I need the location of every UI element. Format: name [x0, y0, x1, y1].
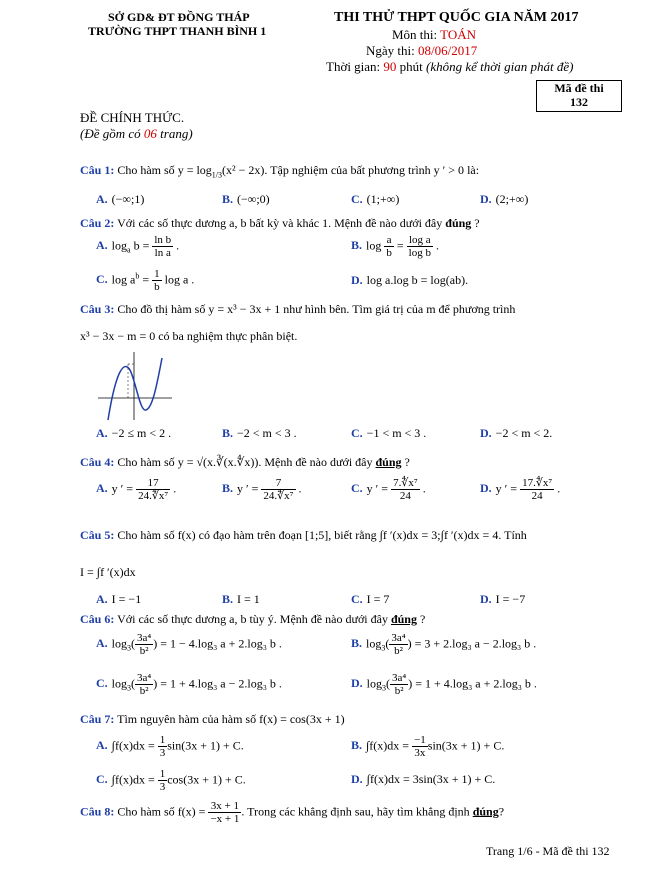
- q5-option-d: D. I = −7: [480, 592, 526, 606]
- page-footer: Trang 1/6 - Mã đề thi 132: [486, 844, 610, 858]
- q6-option-c: C. $\log_3$( $\frac{\text{3a⁴}}{\text{b²}}$ ) = 1 + 4.log₃ a − 2.log₃ b .: [96, 672, 282, 697]
- q3-option-c: C. −1 < m < 3 .: [351, 426, 427, 440]
- q3-option-a: A. −2 ≤ m < 2 .: [96, 426, 172, 440]
- q2-option-a: A. $\log_a b$ = $\frac{\text{ln b}}{\text{ln a}}$ .: [96, 234, 180, 259]
- q2-option-b: B. log $\frac{a}{b}$ = $\frac{\text{log a}}{\text{log b}}$ .: [351, 234, 439, 259]
- q1-option-d: D. (2;+∞): [480, 192, 529, 206]
- pages-note: (Đề gồm có 06 trang): [80, 126, 193, 141]
- q4-option-b: B. y ′ = $\frac{7}{\text{24.∜x⁷}}$ .: [222, 477, 302, 502]
- q3-option-b: B. −2 < m < 3 .: [222, 426, 297, 440]
- subject: TOÁN: [440, 27, 477, 42]
- school-name: TRƯỜNG THPT THANH BÌNH 1: [88, 24, 267, 38]
- curve: [108, 358, 162, 420]
- question-8: Câu 8: Cho hàm số f(x) = $\frac{3x + 1}{-x + 1}$ . Trong các khẳng định sau, hãy tìm khẳng định đúng?: [80, 800, 505, 825]
- q7-option-b: B. ∫f(x)dx = $\frac{-1}{3x}$ sin(3x + 1) + C.: [351, 734, 505, 759]
- time-line: Thời gian: 90 phút (không kể thời gian phát đề): [326, 59, 574, 74]
- exam-date: 08/06/2017: [418, 43, 478, 58]
- q4-option-c: C. y ′ = $\frac{\text{7.∜x⁷}}{24}$ .: [351, 477, 426, 502]
- question-1: Câu 1: Cho hàm số $y = \log_{1/3}(x^2 - 2x)$. Tập nghiệm của bất phương trình y ′ > 0 là:: [80, 163, 480, 180]
- question-2: Câu 2: Với các số thực dương a, b bất kỳ và khác 1. Mệnh đề nào dưới đây đúng ?: [80, 216, 480, 230]
- q1-option-a: A. (−∞;1): [96, 192, 145, 206]
- q7-option-c: C. ∫f(x)dx = $\frac{1}{3}$ cos(3x + 1) + C.: [96, 768, 246, 793]
- q6-option-d: D. $\log_3$( $\frac{\text{3a⁴}}{\text{b²}}$ ) = 1 + 4.log₃ a + 2.log₃ b .: [351, 672, 537, 697]
- q1-formula: $y = \log_{1/3}(x^2 - 2x)$: [177, 163, 265, 180]
- question-5-line2: I = ∫f ′(x)dx: [80, 565, 136, 579]
- q4-option-a: A. y ′ = $\frac{17}{\text{24.∜x⁷}}$ .: [96, 477, 177, 502]
- q7-option-a: A. ∫f(x)dx = $\frac{1}{3}$ sin(3x + 1) + C.: [96, 734, 244, 759]
- exam-title: THI THỬ THPT QUỐC GIA NĂM 2017: [334, 10, 579, 25]
- date-line: Ngày thi: 08/06/2017: [366, 43, 478, 58]
- q3-option-d: D. −2 < m < 2.: [480, 426, 553, 440]
- q5-option-a: A. I = −1: [96, 592, 142, 606]
- q4-option-d: D. y ′ = $\frac{\text{17.∜x⁷}}{24}$ .: [480, 477, 561, 502]
- q6-option-b: B. $\log_3$( $\frac{\text{3a⁴}}{\text{b²}}$ ) = 3 + 2.log₃ a − 2.log₃ b .: [351, 632, 537, 657]
- q5-option-b: B. I = 1: [222, 592, 260, 606]
- exam-code-label: Mã đề thi: [554, 81, 604, 95]
- question-7: Câu 7: Tìm nguyên hàm của hàm số f(x) = cos(3x + 1): [80, 712, 345, 726]
- q7-option-d: D. ∫f(x)dx = 3sin(3x + 1) + C.: [351, 772, 496, 786]
- q6-option-a: A. $\log_3$( $\frac{\text{3a⁴}}{\text{b²}}$ ) = 1 − 4.log₃ a + 2.log₃ b .: [96, 632, 282, 657]
- dept-name: SỞ GD& ĐT ĐỒNG THÁP: [108, 10, 250, 24]
- q5-option-c: C. I = 7: [351, 592, 390, 606]
- q1-option-b: B. (−∞;0): [222, 192, 270, 206]
- question-3-line2: x³ − 3x − m = 0 có ba nghiệm thực phân biệt.: [80, 329, 298, 343]
- exam-code-box: [536, 80, 622, 112]
- cubic-graph: [96, 350, 176, 422]
- exam-code: 132: [570, 95, 588, 109]
- question-6: Câu 6: Với các số thực dương a, b tùy ý. Mệnh đề nào dưới đây đúng ?: [80, 612, 426, 626]
- q2-option-d: D. log a.log b = log(ab).: [351, 273, 469, 287]
- q1-option-c: C. (1;+∞): [351, 192, 400, 206]
- official-label: ĐỀ CHÍNH THỨC.: [80, 110, 185, 125]
- q2-option-c: C. $\log a^b$ = $\frac{1}{b}$ log a .: [96, 268, 195, 293]
- question-3: Câu 3: Cho đồ thị hàm số y = x³ − 3x + 1 như hình bên. Tìm giá trị của m để phương trình: [80, 302, 516, 316]
- subject-line: Môn thi: TOÁN: [392, 27, 477, 42]
- question-5: Câu 5: Cho hàm số f(x) có đạo hàm trên đoạn [1;5], biết rằng ∫f ′(x)dx = 3;∫f ′(x)dx = 4. Tính: [80, 528, 527, 542]
- question-4: Câu 4: Cho hàm số y = √(x.∛(x.∜x)). Mệnh đề nào dưới đây đúng ?: [80, 455, 410, 469]
